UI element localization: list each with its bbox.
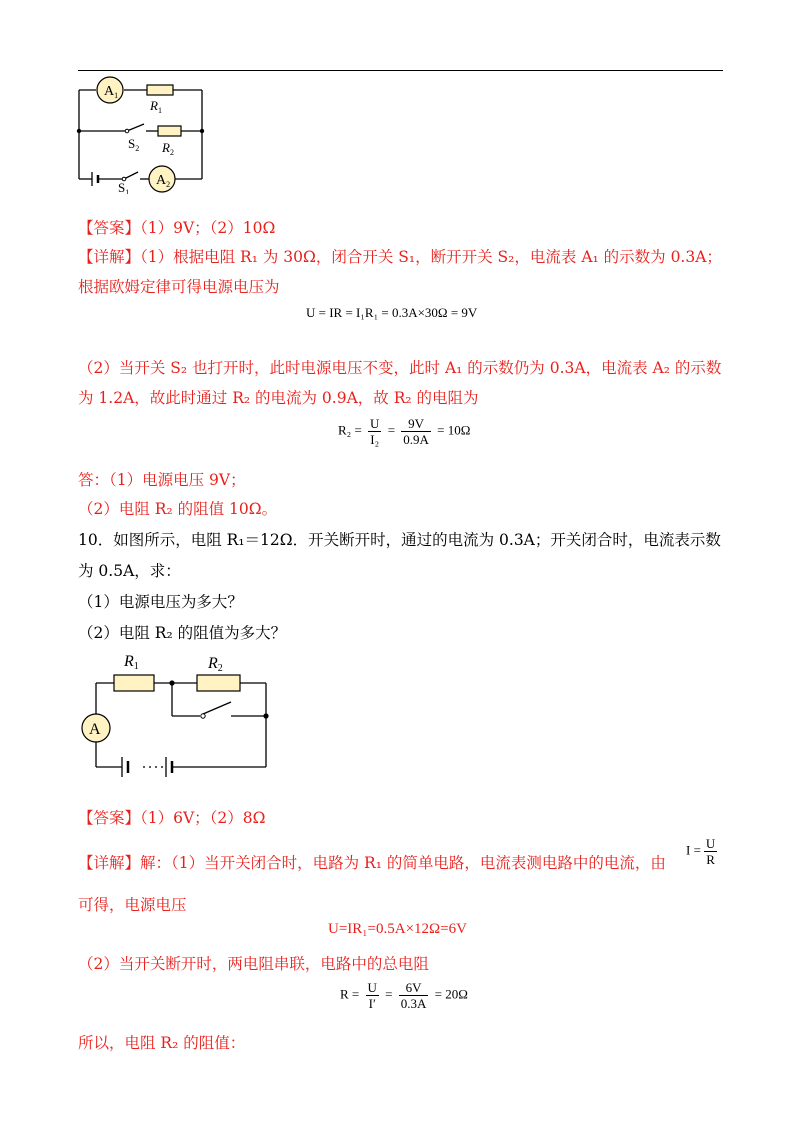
svg-text:R2: $R_2$	[162, 140, 174, 157]
resistor-r1	[114, 675, 154, 691]
svg-text:A1: $A_1$	[104, 84, 119, 100]
answer-text: （1）9V；（2）10Ω	[140, 219, 276, 237]
resistor-r1	[147, 85, 173, 95]
q10-sub-question-1: （1）电源电压为多大？	[78, 593, 243, 611]
q9-answer	[78, 216, 275, 238]
svg-text:A2: $A_2$	[156, 173, 171, 189]
q10-question-line2: 为 0.5A，求：	[78, 562, 181, 580]
q9-equation-2: R₂ = $\frac{U}{\text{I₂}}$ = $\frac{9V}{0.9A}$ = 10Ω	[338, 416, 471, 447]
q9-detail-line2: 根据欧姆定律可得电源电压为	[78, 278, 280, 296]
q10-detail-line2: 可得，电源电压	[78, 896, 187, 914]
svg-text:S2: $S_2$	[128, 136, 140, 153]
svg-text:S1: $S_1$	[118, 180, 130, 194]
q10-answer	[78, 806, 266, 828]
q10-question-line1: 10．如图所示，电阻 R₁＝12Ω．开关断开时，通过的电流为 0.3A；开关闭合时，电流表示数	[78, 531, 721, 549]
ohm-law-formula: I = $\frac{U}{R}$	[686, 836, 716, 867]
answer-tag: 【答案】	[78, 219, 141, 237]
answer-tag: 【答案】	[78, 809, 141, 827]
resistor-r2	[197, 675, 240, 691]
q10-sub-question-2: （2）电阻 R₂ 的阻值为多大？	[78, 624, 287, 642]
q10-detail-line1: 【详解】解：（1）当开关闭合时，电路为 R₁ 的简单电路，电流表测电路中的电流，由	[78, 854, 666, 872]
detail-tag: 【详解】	[78, 248, 141, 266]
svg-text:R2: R2	[208, 655, 223, 674]
q9-detail-line1: 【详解】（1）根据电阻 R₁ 为 30Ω，闭合开关 S₁，断开开关 S₂，电流表 A₁ 的示数为 0.3A；	[78, 248, 722, 266]
resistor-r2	[158, 126, 181, 136]
q9-part2-line2: 为 1.2A，故此时通过 R₂ 的电流为 0.9A，故 R₂ 的电阻为	[78, 389, 479, 407]
svg-text:R1: $R_1$	[150, 98, 162, 115]
q9-final-1: 答：（1）电源电压 9V；	[78, 471, 246, 489]
q10-equation-2: R = $\frac{U}{I'}$ = $\frac{6V}{0.3A}$ = 20Ω	[340, 980, 468, 1011]
circuit-diagram-1	[74, 74, 214, 194]
circuit-diagram-2	[76, 648, 276, 784]
q10-final-line: 所以，电阻 R₂ 的阻值：	[78, 1034, 246, 1052]
detail-tag: 【详解】	[78, 854, 141, 872]
q9-part2-line1: （2）当开关 S₂ 也打开时，此时电源电压不变，此时 A₁ 的示数仍为 0.3A，电流表 A₂ 的示数	[78, 359, 722, 377]
svg-text:R1: R1	[124, 653, 139, 672]
q9-equation-1: U = IR = I₁R₁ = 0.3A×30Ω = 9V	[306, 305, 478, 320]
q10-part2-line1: （2）当开关断开时，两电阻串联，电路中的总电阻	[78, 955, 429, 973]
q10-equation-1: U=IR₁=0.5A×12Ω=6V	[328, 921, 467, 937]
header-rule	[78, 70, 723, 71]
q9-final-2: （2）电阻 R₂ 的阻值 10Ω。	[78, 500, 278, 518]
answer-text: （1）6V；（2）8Ω	[140, 809, 266, 827]
svg-text:A: A	[89, 721, 101, 738]
